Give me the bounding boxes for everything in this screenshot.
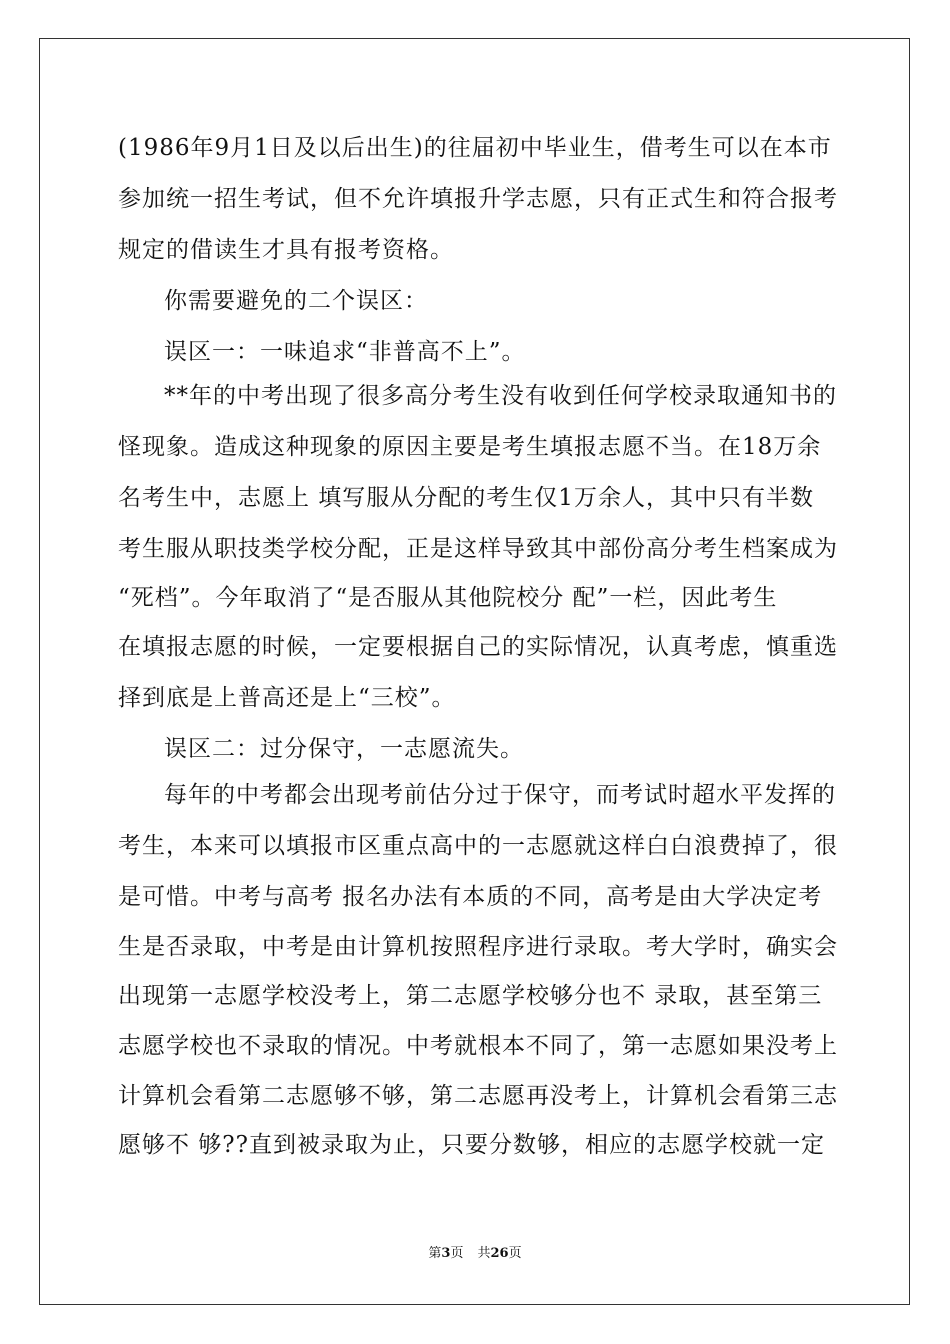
page-footer xyxy=(0,1246,950,1262)
text-line: 每年的中考都会出现考前估分过于保守，而考试时超水平发挥的 xyxy=(164,782,836,808)
text-line: 你需要避免的二个误区： xyxy=(164,288,428,314)
text-line: 参加统一招生考试，但不允许填报升学志愿，只有正式生和符合报考 xyxy=(118,186,838,212)
text-line: 怪现象。造成这种现象的原因主要是考生填报志愿不当。在18万余 xyxy=(118,434,822,460)
text-line: 志愿学校也不录取的情况。中考就根本不同了，第一志愿如果没考上 xyxy=(118,1033,838,1059)
text-line: 误区一：一味追求“非普高不上”。 xyxy=(164,339,526,365)
page-number-suffix: 页 xyxy=(450,1246,464,1261)
page-border xyxy=(39,38,910,1305)
text-line: 是可惜。中考与高考 报名办法有本质的不同，高考是由大学决定考 xyxy=(118,884,823,910)
text-line: 考生服从职技类学校分配，正是这样导致其中部份高分考生档案成为 xyxy=(118,536,838,562)
text-line: **年的中考出现了很多高分考生没有收到任何学校录取通知书的 xyxy=(164,383,837,409)
text-line: 愿够不 够??直到被录取为止，只要分数够，相应的志愿学校就一定 xyxy=(118,1132,825,1158)
text-line: 出现第一志愿学校没考上，第二志愿学校够分也不 录取，甚至第三 xyxy=(118,983,823,1009)
text-line: 在填报志愿的时候，一定要根据自己的实际情况，认真考虑，慎重选 xyxy=(118,634,838,660)
current-page-number: 3 xyxy=(441,1246,451,1261)
text-line: “死档”。今年取消了“是否服从其他院校分 配”一栏，因此考生 xyxy=(118,585,778,611)
text-line: 名考生中，志愿上 填写服从分配的考生仅1万余人，其中只有半数 xyxy=(118,485,814,511)
text-line: 规定的借读生才具有报考资格。 xyxy=(118,237,454,263)
text-line: 计算机会看第二志愿够不够，第二志愿再没考上，计算机会看第三志 xyxy=(118,1083,838,1109)
total-pages-prefix: 共 xyxy=(477,1246,491,1261)
text-line: (1986年9月1日及以后出生)的往届初中毕业生，借考生可以在本市 xyxy=(118,135,832,161)
total-pages-number: 26 xyxy=(490,1246,509,1261)
text-line: 误区二：过分保守，一志愿流失。 xyxy=(164,736,524,762)
page-number-prefix: 第 xyxy=(428,1246,442,1261)
text-line: 择到底是上普高还是上“三校”。 xyxy=(118,685,456,711)
total-pages-suffix: 页 xyxy=(508,1246,522,1261)
text-line: 考生，本来可以填报市区重点高中的一志愿就这样白白浪费掉了，很 xyxy=(118,833,838,859)
text-line: 生是否录取，中考是由计算机按照程序进行录取。考大学时，确实会 xyxy=(118,934,838,960)
